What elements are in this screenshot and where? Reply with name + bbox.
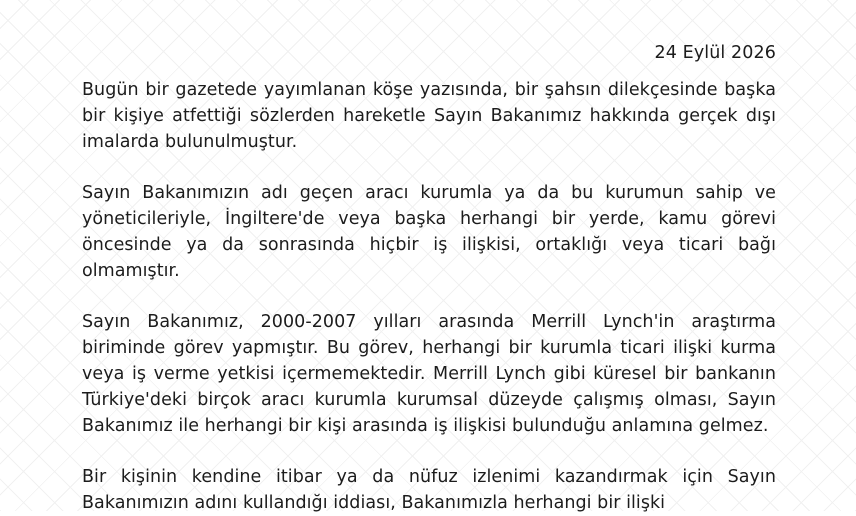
paragraph-2: Sayın Bakanımızın adı geçen aracı kurumla ya da bu kurumun sahip ve yöneticileriyle, İngiltere'de veya başka herhangi bir yerde, kamu görevi öncesinde ya da sonrasında hiçbir iş ilişkisi, ortaklığı veya ticari bağı olmamıştır.	[82, 183, 776, 281]
document-page	[82, 40, 776, 516]
document-date: 24 Eylül 2026	[654, 43, 776, 63]
paragraph-3: Sayın Bakanımız, 2000-2007 yılları arasında Merrill Lynch'in araştırma biriminde görev yapmıştır. Bu görev, herhangi bir kurumla ticari ilişki kurma veya iş verme yetkisi içermemektedir. Merrill Lynch gibi küresel bir bankanın Türkiye'deki birçok aracı kurumla kurumsal düzeyde çalışmış olması, Sayın Bakanımız ile herhangi bir kişi arasında iş ilişkisi bulunduğu anlamına gelmez.	[82, 312, 776, 436]
paragraph-1: Bugün bir gazetede yayımlanan köşe yazısında, bir şahsın dilekçesinde başka bir kişiye atfettiği sözlerden hareketle Sayın Bakanımız hakkında gerçek dışı imalarda bulunulmuştur.	[82, 80, 776, 152]
paragraph-4: Bir kişinin kendine itibar ya da nüfuz izlenimi kazandırmak için Sayın Bakanımızın adını kullandığı iddiası, Bakanımızla herhangi bir ilişki	[82, 467, 776, 513]
